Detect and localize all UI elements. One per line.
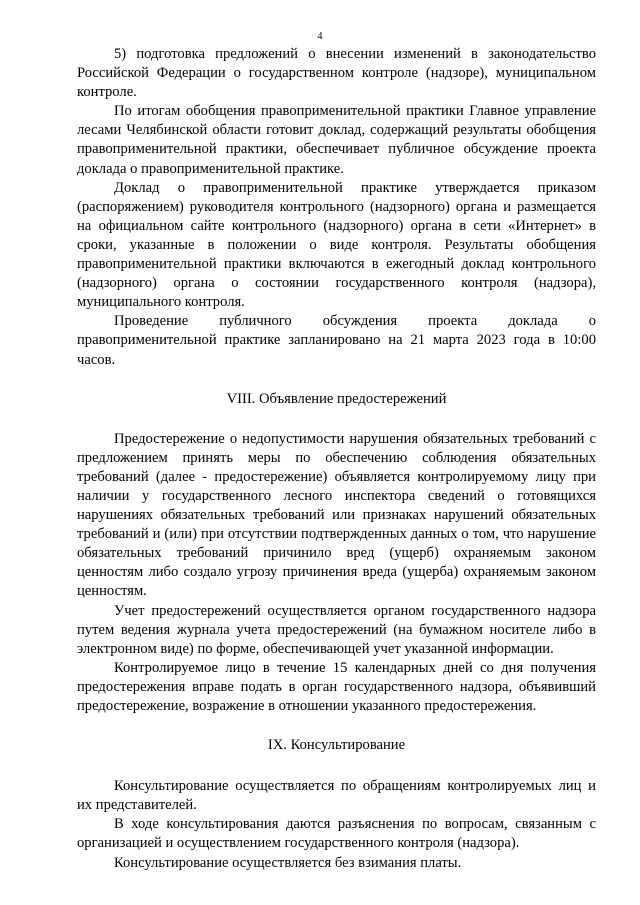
paragraph: Учет предостережений осуществляется органом государственного надзора путем ведения журнала учета предостережений (на бумажном носителе либо в электронном виде) по форме, обеспечивающей учет указанной информации. (77, 602, 596, 657)
section-heading-ix: IX. Консультирование (267, 737, 406, 754)
paragraph: 5) подготовка предложений о внесении изменений в законодательство Российской Федерации о государственном контроле (надзоре), муниципальном контроле. (77, 46, 596, 101)
paragraph: Контролируемое лицо в течение 15 календарных дней со дня получения предостережения вправе подать в орган государственного надзора, объявивший предостережение, возражение в отношении указанного предостережения. (77, 659, 596, 714)
paragraph: Доклад о правоприменительной практике утверждается приказом (распоряжением) руководителя контрольного (надзорного) органа и размещается на официальном сайте контрольного (надзорного) органа в сети «Интернет» в сроки, указанные в положении о виде контроля. Результаты обобщения правоприменительной практики включаются в ежегодный доклад контрольного (надзорного) органа о состоянии государственного контроля (надзора), муниципального контроля. (77, 179, 596, 311)
paragraph: В ходе консультирования даются разъяснения по вопросам, связанным с организацией и осуществлением государственного контроля (надзора). (77, 816, 596, 852)
paragraph: Консультирование осуществляется по обращениям контролируемых лиц и их представителей. (77, 778, 596, 814)
page-number: 4 (317, 31, 323, 42)
paragraph: Проведение публичного обсуждения проекта доклада о правоприменительной практике запланировано на 21 марта 2023 года в 10:00 часов. (77, 313, 596, 368)
paragraph: По итогам обобщения правоприменительной практики Главное управление лесами Челябинской области готовит доклад, содержащий результаты обобщения правоприменительной практики, обеспечивает публичное обсуждение проекта доклада о правоприменительной практике. (77, 103, 596, 177)
paragraph: Консультирование осуществляется без взимания платы. (114, 854, 462, 871)
document-body (77, 45, 596, 873)
paragraph: Предостережение о недопустимости нарушения обязательных требований с предложением принять меры по обеспечению соблюдения обязательных требований (далее - предостережение) объявляется контролируемому лицу при наличии у государственного лесного инспектора сведений о готовящихся нарушениях обязательных требований или признаках нарушений обязательных требований и (или) при отсутствии подтвержденных данных о том, что нарушение обязательных требований причинило вред (ущерб) охраняемым законом ценностям либо создало угрозу причинения вреда (ущерба) охраняемым законом ценностям. (77, 430, 596, 600)
section-heading-viii: VIII. Объявление предостережений (226, 390, 447, 407)
